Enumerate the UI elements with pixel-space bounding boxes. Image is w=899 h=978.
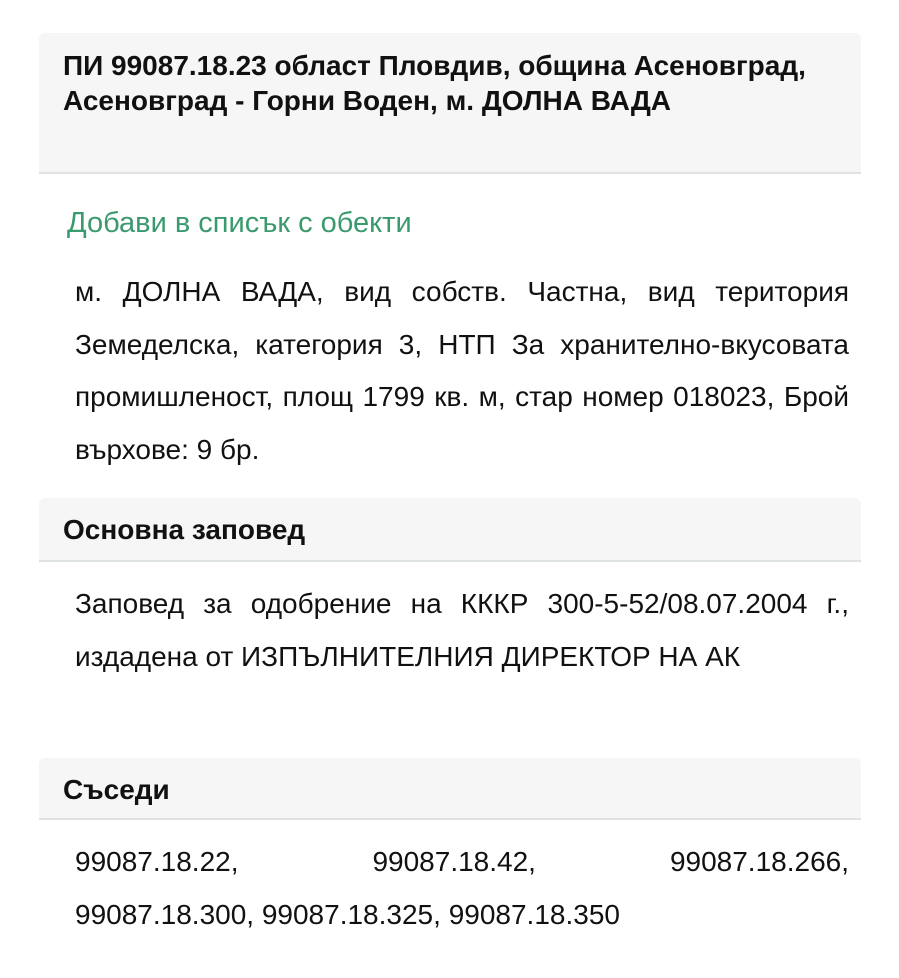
- order-description: Заповед за одобрение на КККР 300-5-52/08.07.2004 г., издадена от ИЗПЪЛНИТЕЛНИЯ ДИРЕКТОР НА АК: [75, 588, 849, 672]
- neighbor-parcel: 99087.18.266,: [669, 846, 849, 877]
- neighbor-parcel: 99087.18.300,: [75, 898, 255, 930]
- neighbor-parcel: 99087.18.325,: [261, 898, 441, 930]
- neighbor-parcel: 99087.18.22,: [75, 846, 239, 877]
- neighbors-row: [75, 889, 849, 942]
- neighbor-parcel: 99087.18.42,: [372, 846, 536, 877]
- property-title: ПИ 99087.18.23 област Пловдив, община Асеновград, Асеновград - Горни Воден, м. ДОЛНА ВАДА: [63, 50, 806, 116]
- property-title-header: [39, 33, 861, 174]
- neighbors-section-header: [39, 758, 861, 820]
- add-to-object-list-link[interactable]: Добави в списък с обекти: [67, 207, 412, 239]
- order-section-heading: Основна заповед: [63, 514, 306, 545]
- property-description: м. ДОЛНА ВАДА, вид собств. Частна, вид територия Земеделска, категория 3, НТП За хранително-вкусовата промишленост, площ 1799 кв. м, стар номер 018023, Брой върхове: 9 бр.: [75, 276, 849, 465]
- order-section-header: [39, 498, 861, 562]
- neighbors-section-heading: Съседи: [63, 774, 170, 805]
- neighbors-row: [75, 836, 849, 889]
- neighbors-list: [75, 836, 849, 941]
- neighbor-parcel: 99087.18.350: [448, 898, 620, 930]
